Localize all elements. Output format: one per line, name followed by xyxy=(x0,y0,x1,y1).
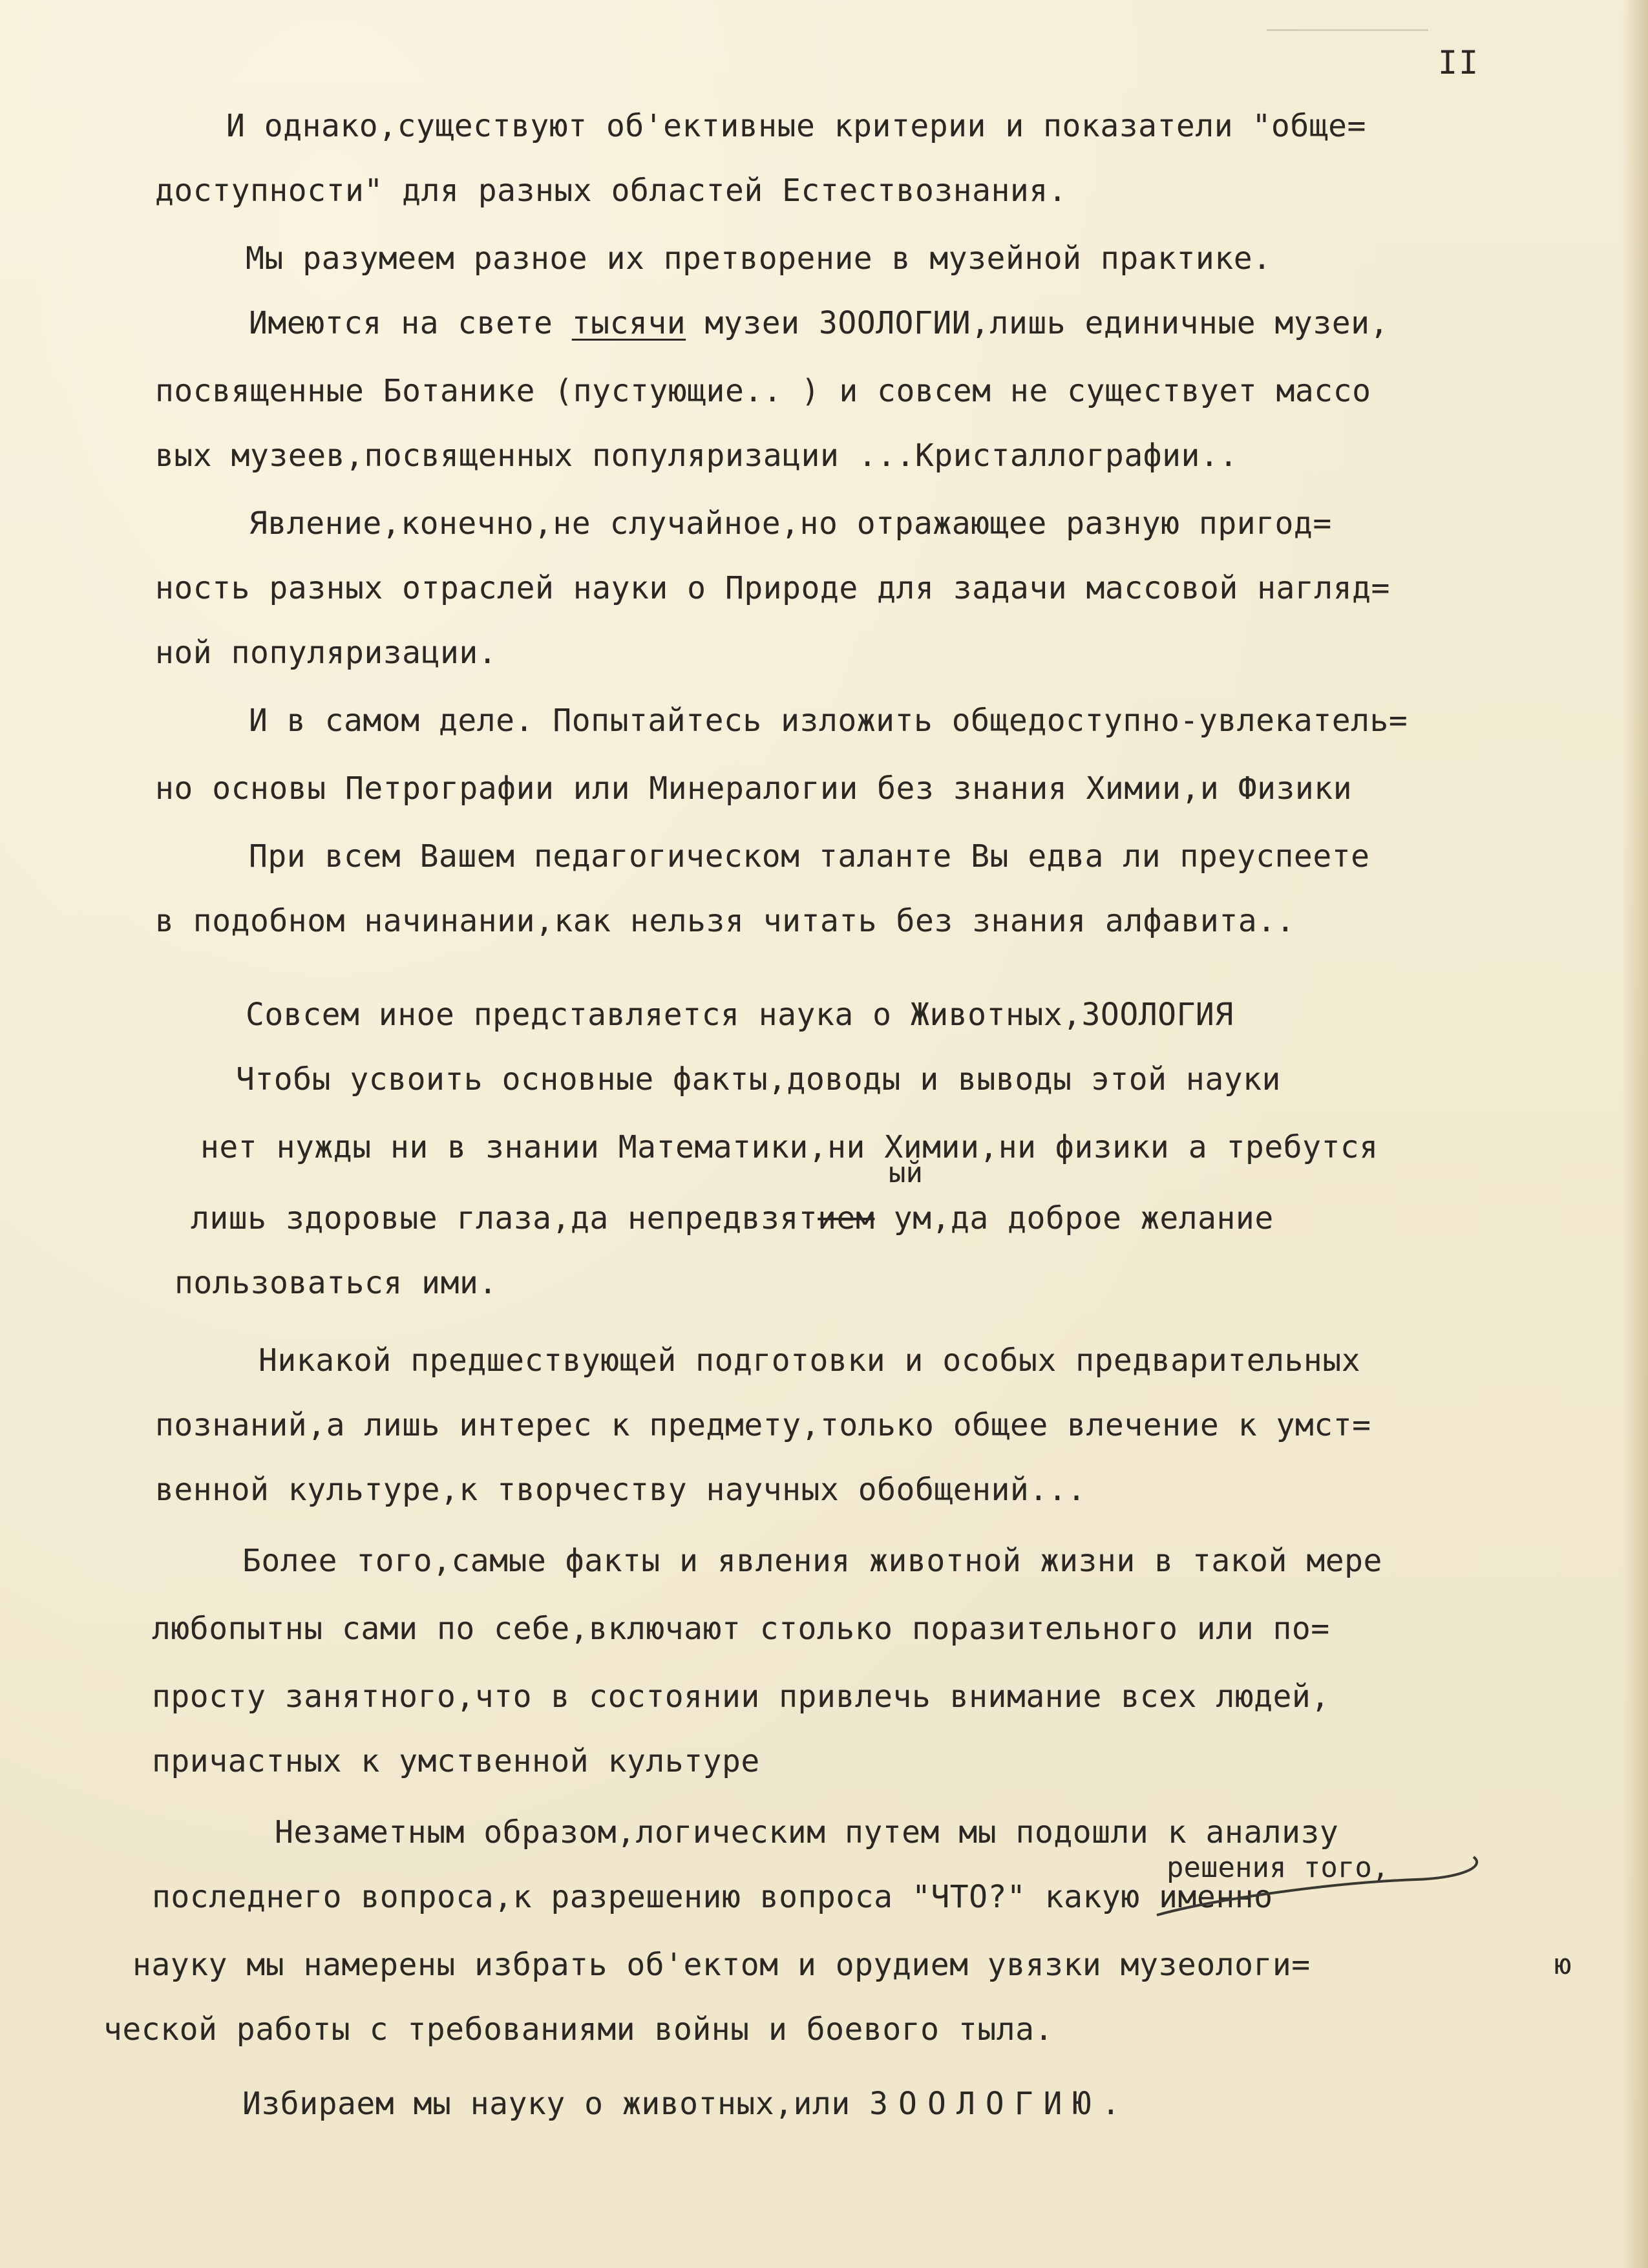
text-line-11: но основы Петрографии или Минералогии без знания Химии,и Физики xyxy=(155,770,1353,807)
text-line-18: пользоваться ими. xyxy=(174,1265,498,1301)
text-line-2: доступности" для разных областей Естествознания. xyxy=(155,173,1068,209)
text-line-26: Незаметным образом,логическим путем мы подошли к анализу xyxy=(275,1814,1339,1850)
struck-out-letters: ием xyxy=(818,1200,875,1236)
text-segment: какую именно xyxy=(1044,1879,1273,1915)
text-line-29: ческой работы с требованиями войны и боевого тыла. xyxy=(103,2011,1053,2048)
text-line-10: И в самом деле. Попытайтесь изложить общедоступно-увлекатель= xyxy=(249,703,1408,739)
text-line-6: вых музеев,посвященных популяризации ...Кристаллографии.. xyxy=(155,438,1238,474)
text-line-14: Совсем иное представляется наука о Животных,ЗООЛОГИЯ xyxy=(246,997,1234,1033)
text-line-19: Никакой предшествующей подготовки и особых предварительных xyxy=(259,1342,1361,1379)
stamp-mark xyxy=(1267,0,1428,31)
text-line-16: нет нужды ни в знании Математики,ни Химии,ни физики а требутся xyxy=(200,1129,1379,1165)
text-line-21: венной культуре,к творчеству научных обобщений... xyxy=(155,1472,1086,1508)
text-line-3: Мы разумеем разное их претворение в музейной практике. xyxy=(246,240,1272,277)
correction-stroke-icon xyxy=(1137,1851,1499,1925)
page-number: II xyxy=(1438,44,1480,81)
text-line-23: любопытны сами по себе,включают столько поразительного или по= xyxy=(152,1611,1330,1647)
text-segment: музеи ЗООЛОГИИ,лишь единичные музеи, xyxy=(686,305,1389,341)
handwritten-insertion: решения того, xyxy=(1167,1851,1389,1884)
text-line-4 xyxy=(249,304,1389,343)
text-line-28: науку мы намерены избрать об'ектом и орудием увязки музеологи= xyxy=(132,1947,1311,1983)
text-line-25: причастных к умственной культуре xyxy=(152,1743,760,1779)
text-segment: Избираем мы науку о животных,или xyxy=(242,2086,870,2122)
text-segment: лишь здоровые глаза,да непредвзят xyxy=(191,1200,818,1236)
text-line-15: Чтобы усвоить основные факты,доводы и выводы этой науки xyxy=(236,1061,1281,1097)
text-line-27 xyxy=(152,1878,1273,1916)
text-segment: последнего вопроса,к разрешению вопроса "ЧТО?" xyxy=(152,1879,1045,1915)
emphasized-word: ЗООЛОГИЮ. xyxy=(869,2086,1131,2122)
text-line-5: посвященные Ботанике (пустующие.. ) и совсем не существует массо xyxy=(155,373,1371,409)
text-line-13: в подобном начинании,как нельзя читать без знания алфавита.. xyxy=(155,903,1295,939)
text-line-20: познаний,а лишь интерес к предмету,только общее влечение к умст= xyxy=(155,1407,1371,1443)
text-line-9: ной популяризации. xyxy=(155,635,498,671)
text-line-17 xyxy=(191,1199,1274,1238)
text-line-7: Явление,конечно,не случайное,но отражающее разную пригод= xyxy=(249,505,1332,542)
inserted-correction: ый xyxy=(889,1156,923,1189)
text-line-30 xyxy=(242,2084,1130,2123)
margin-mark-icon: ю xyxy=(1554,1948,1572,1981)
page-edge-shadow xyxy=(1622,0,1648,2268)
text-line-22: Более того,самые факты и явления животной жизни в такой мере xyxy=(242,1543,1382,1579)
text-segment: Имеются на свете xyxy=(249,305,572,341)
text-segment: ум,да доброе желание xyxy=(874,1200,1274,1236)
text-line-24: просту занятного,что в состоянии привлечь внимание всех людей, xyxy=(152,1679,1330,1715)
underlined-word: тысячи xyxy=(571,305,686,341)
text-line-8: ность разных отраслей науки о Природе для задачи массовой нагляд= xyxy=(155,570,1390,606)
text-line-12: При всем Вашем педагогическом таланте Вы едва ли преуспеете xyxy=(249,838,1370,874)
text-line-1: И однако,существуют об'ективные критерии и показатели "обще= xyxy=(226,108,1366,144)
